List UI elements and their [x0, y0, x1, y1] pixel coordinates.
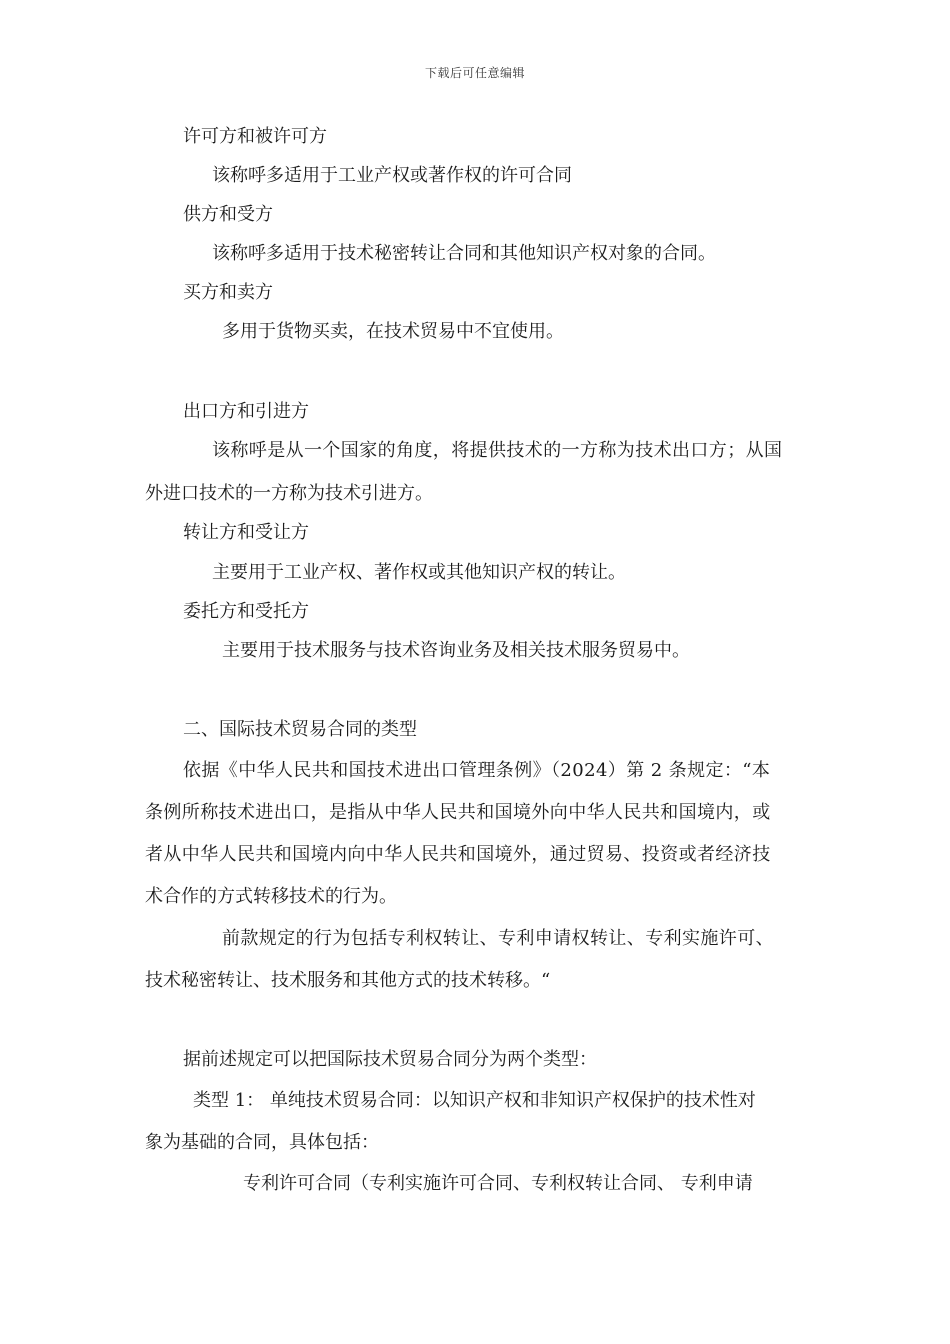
para1-line1: 依据《中华人民共和国技术进出口管理条例》（2024）第 2 条规定：“本 — [183, 760, 771, 781]
para2-line1: 前款规定的行为包括专利权转让、专利申请权转让、专利实施许可、 — [222, 928, 774, 949]
licensor-title: 许可方和被许可方 — [183, 126, 327, 147]
exporter-title: 出口方和引进方 — [183, 401, 309, 422]
supplier-title: 供方和受方 — [183, 204, 273, 225]
exporter-desc-line2: 外进口技术的一方称为技术引进方。 — [145, 483, 433, 504]
buyer-title: 买方和卖方 — [183, 282, 273, 303]
para1-line4: 术合作的方式转移技术的行为。 — [145, 886, 397, 907]
exporter-desc-line1: 该称呼是从一个国家的角度，将提供技术的一方称为技术出口方；从国 — [212, 440, 783, 461]
para3: 据前述规定可以把国际技术贸易合同分为两个类型： — [183, 1049, 597, 1070]
transferor-title: 转让方和受让方 — [183, 522, 309, 543]
entrustor-title: 委托方和受托方 — [183, 601, 309, 622]
type1-line2: 象为基础的合同，具体包括： — [145, 1132, 379, 1153]
para2-line2: 技术秘密转让、技术服务和其他方式的技术转移。“ — [145, 970, 551, 991]
type1-item1: 专利许可合同（专利实施许可合同、专利权转让合同、 专利申请 — [243, 1173, 753, 1194]
type1-line1: 类型 1： 单纯技术贸易合同：以知识产权和非知识产权保护的技术性对 — [193, 1090, 756, 1111]
transferor-desc: 主要用于工业产权、著作权或其他知识产权的转让。 — [212, 562, 626, 583]
licensor-desc: 该称呼多适用于工业产权或著作权的许可合同 — [212, 165, 572, 186]
header-note: 下载后可任意编辑 — [424, 66, 525, 80]
section-heading: 二、国际技术贸易合同的类型 — [183, 719, 417, 740]
buyer-desc: 多用于货物买卖，在技术贸易中不宜使用。 — [222, 321, 564, 342]
para1-line3: 者从中华人民共和国境内向中华人民共和国境外，通过贸易、投资或者经济技 — [145, 844, 771, 865]
entrustor-desc: 主要用于技术服务与技术咨询业务及相关技术服务贸易中。 — [222, 640, 690, 661]
supplier-desc: 该称呼多适用于技术秘密转让合同和其他知识产权对象的合同。 — [212, 243, 716, 264]
para1-line2: 条例所称技术进出口，是指从中华人民共和国境外向中华人民共和国境内，或 — [145, 802, 771, 823]
